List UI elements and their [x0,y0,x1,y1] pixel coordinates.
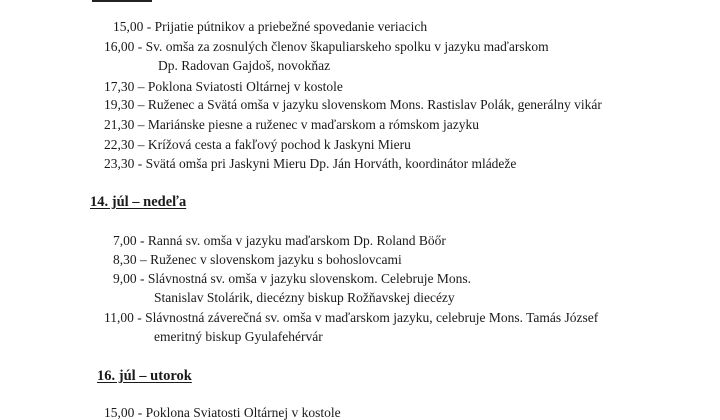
schedule-entry: 21,30 – Mariánske piesne a ruženec v maďarskom a rómskom jazyku [104,117,479,132]
schedule-entry: 22,30 – Krížová cesta a fakľový pochod k Jaskyni Mieru [104,137,411,152]
schedule-entry-continuation: Dp. Radovan Gajdoš, novokňaz [158,58,331,73]
schedule-entry: 8,30 – Ruženec v slovenskom jazyku s bohoslovcami [113,252,402,267]
schedule-entry: 16,00 - Sv. omša za zosnulých členov škapuliarskeho spolku v jazyku maďarskom [104,39,549,54]
schedule-entry: 17,30 – Poklona Sviatosti Oltárnej v kostole [104,79,343,94]
schedule-entry-continuation: Stanislav Stolárik, diecézny biskup Rožňavskej diecézy [154,290,455,305]
schedule-entry: 15,00 - Prijatie pútnikov a priebežné spovedanie veriacich [113,19,428,34]
schedule-entry: 7,00 - Ranná sv. omša v jazyku maďarskom Dp. Roland Böőr [113,233,446,248]
schedule-entry: 23,30 - Svätá omša pri Jaskyni Mieru Dp. Ján Horváth, koordinátor mládeže [104,156,517,171]
day-heading: 14. júl – nedeľa [90,194,187,210]
schedule-entry-continuation: emeritný biskup Gyulafehérvár [154,329,323,344]
top-divider [92,0,152,2]
schedule-entry: 9,00 - Slávnostná sv. omša v jazyku slovenskom. Celebruje Mons. [113,271,471,286]
day-heading: 16. júl – utorok [97,368,192,384]
schedule-entry: 15,00 - Poklona Sviatosti Oltárnej v kostole [104,405,341,420]
schedule-entry: 11,00 - Slávnostná záverečná sv. omša v maďarskom jazyku, celebruje Mons. Tamás József [104,310,599,325]
schedule-entry: 19,30 – Ruženec a Svätá omša v jazyku slovenskom Mons. Rastislav Polák, generálny vikár [104,97,602,112]
